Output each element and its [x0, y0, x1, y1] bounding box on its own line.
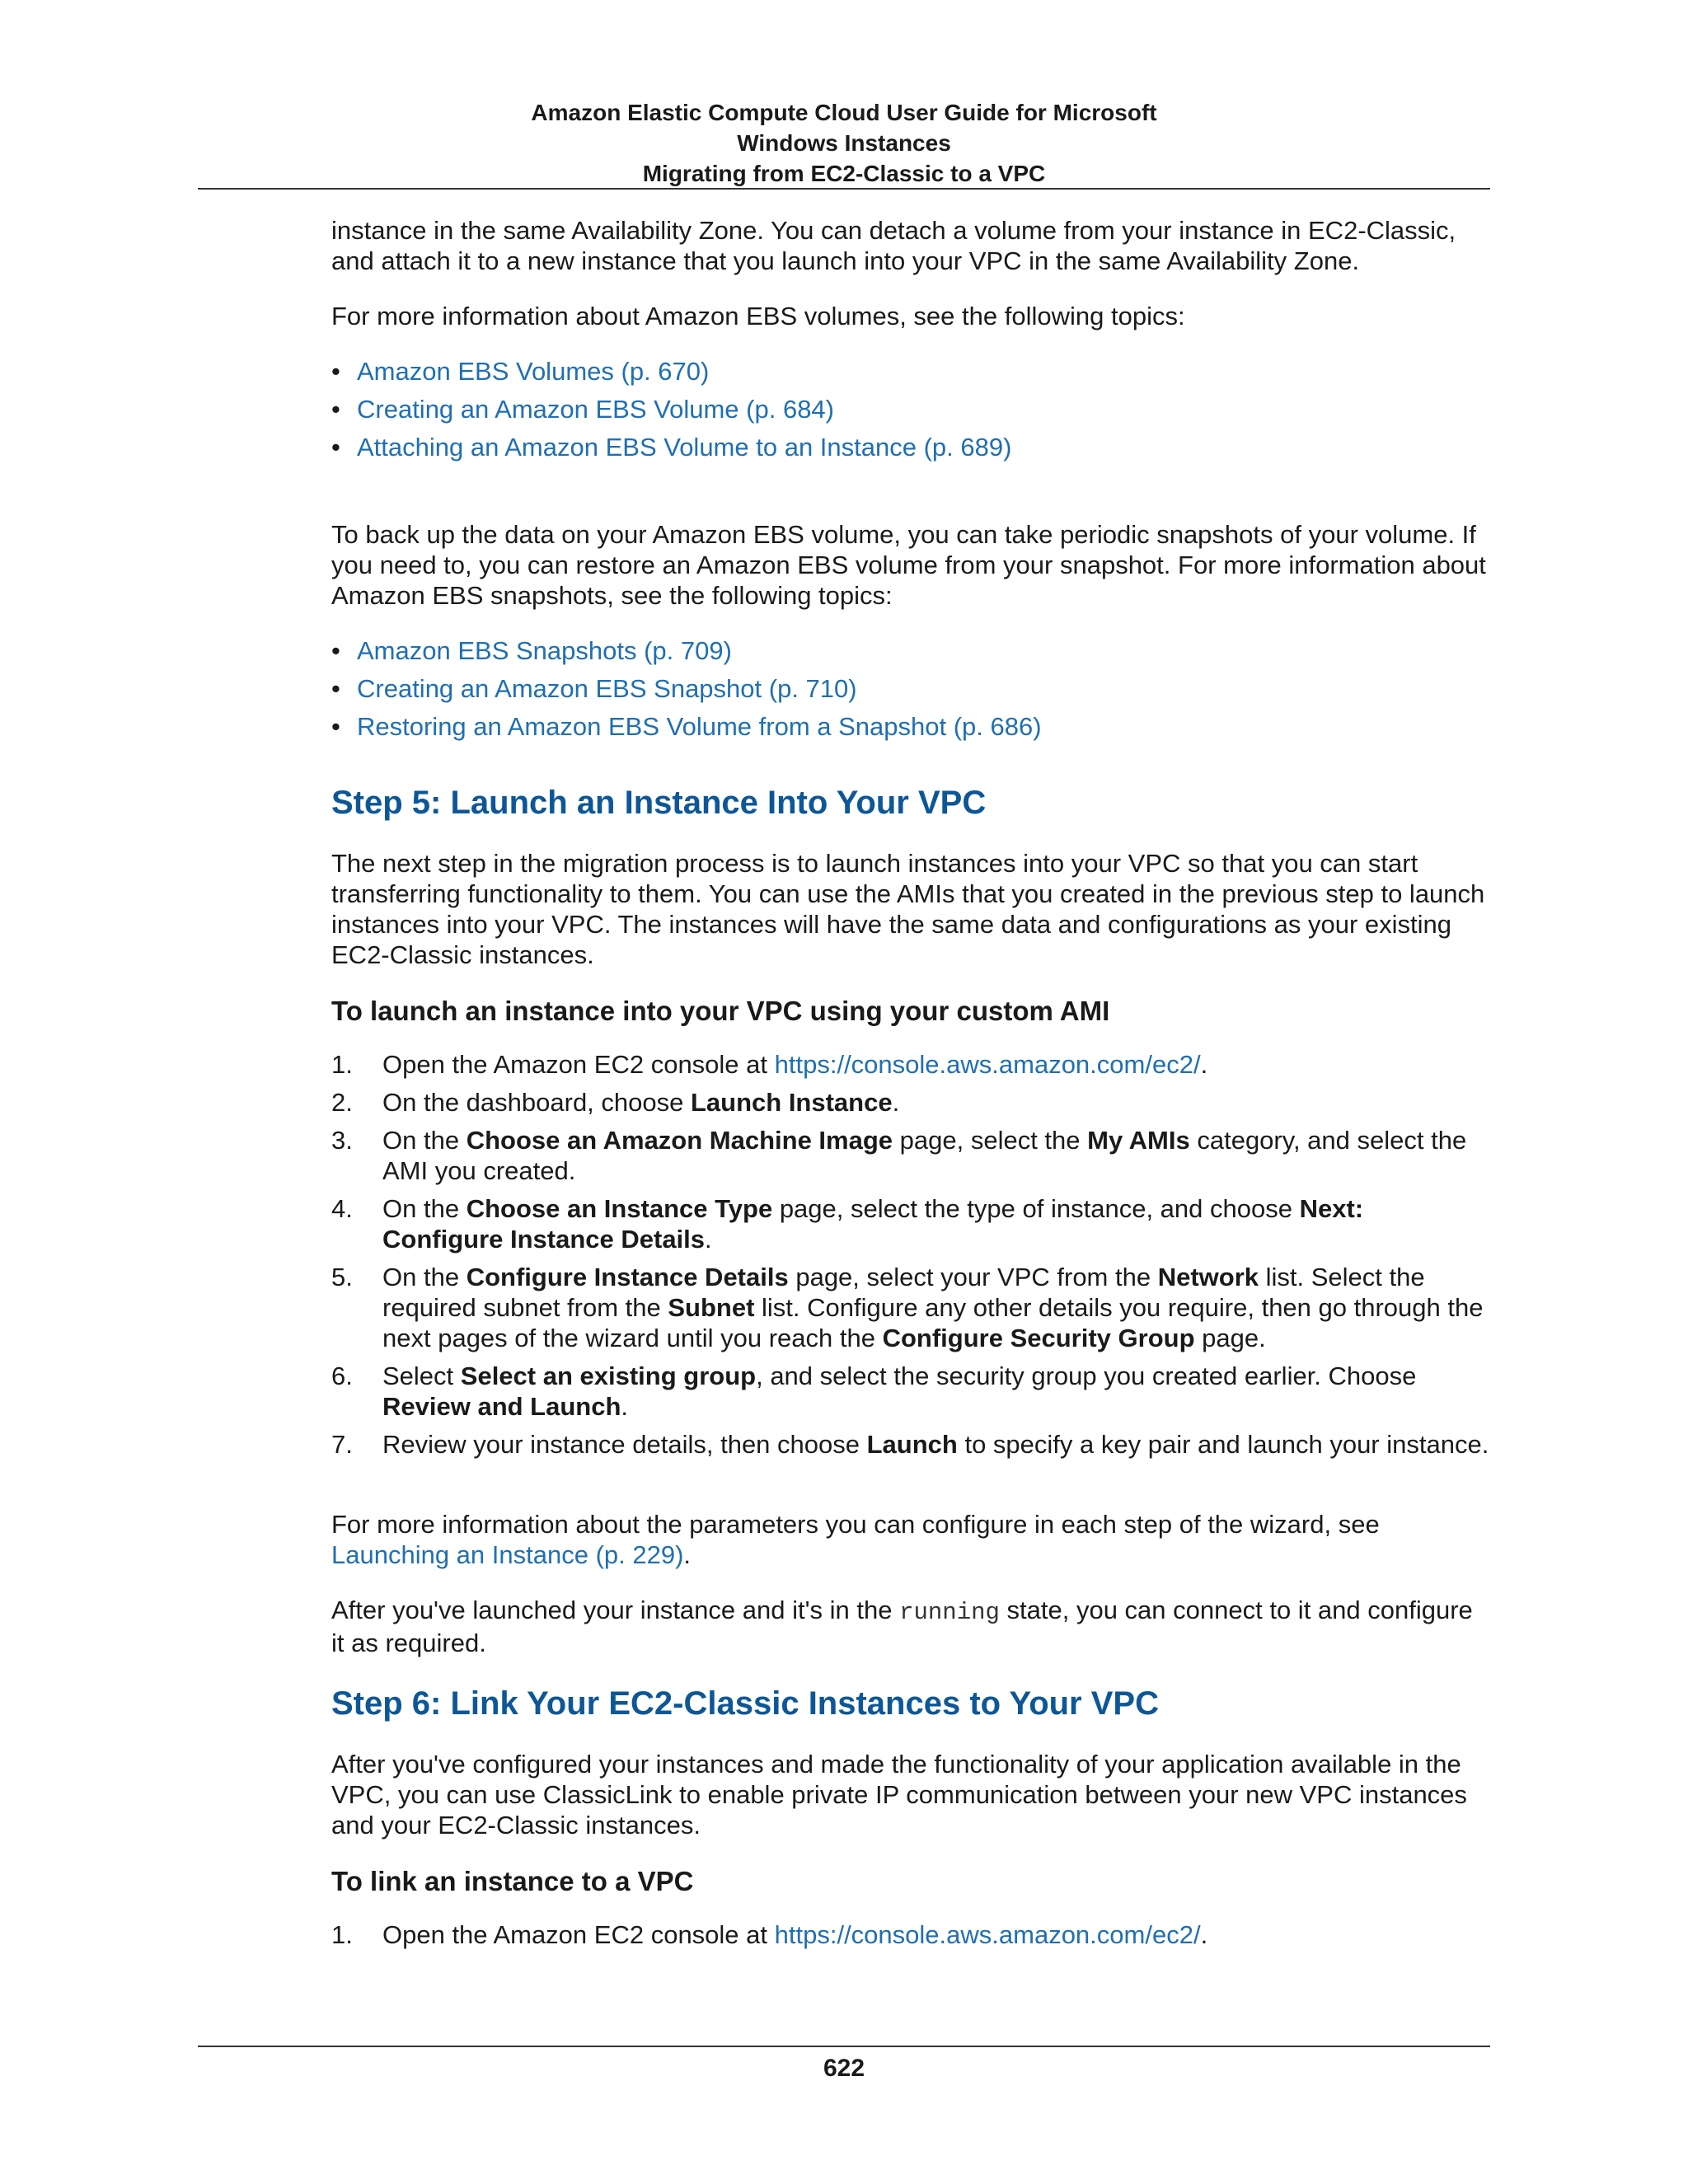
step-text: On the [382, 1263, 467, 1291]
header-line-1: Amazon Elastic Compute Cloud User Guide for Microsoft [531, 100, 1157, 125]
header-line-2: Windows Instances [737, 130, 951, 156]
list-item [331, 1193, 1490, 1254]
list-item [331, 394, 1490, 432]
bullet-icon: • [331, 674, 340, 703]
step-text: category, and select the AMI you created. [382, 1126, 1467, 1185]
step-number: 2. [331, 1088, 353, 1117]
snapshots-intro-paragraph: To back up the data on your Amazon EBS volume, you can take periodic snapshots of your volume. If you need to, you can restore an Amazon EBS volume from your snapshot. For more information about Amazon EBS snapshots, see the following topics: [331, 520, 1486, 610]
ui-term: Launch Instance [690, 1088, 893, 1117]
step-text: list. Configure any other details you require, then go through the next pages of the wizard until you reach the [382, 1293, 1484, 1352]
ui-term: My AMIs [1087, 1126, 1190, 1155]
after-launch-paragraph [331, 1595, 1490, 1658]
volumes-intro-paragraph: For more information about Amazon EBS volumes, see the following topics: [331, 302, 1185, 330]
paragraph-text: state, you can connect to it and configure it as required. [331, 1596, 1473, 1657]
ui-term: Next: Configure Instance Details [382, 1194, 1364, 1254]
bullet-icon: • [331, 357, 340, 386]
list-item [331, 1087, 1490, 1118]
launch-more-info-paragraph [331, 1509, 1490, 1570]
step5-paragraph: The next step in the migration process is to launch instances into your VPC so that you can start transferring functionality to them. You can use the AMIs that you created in the previous step to launch instances into your VPC. The instances will have the same data and configurations as your existing EC2-Classic instances. [331, 849, 1485, 969]
step-text: Open the Amazon EC2 console at [382, 1050, 775, 1079]
link-launching-an-instance[interactable]: Launching an Instance (p. 229) [331, 1540, 684, 1569]
page-number: 622 [823, 2055, 865, 2082]
step-text: page, select the [893, 1126, 1088, 1155]
step-text: . [1200, 1920, 1208, 1949]
bullet-icon: • [331, 395, 340, 424]
volume-topics-list [331, 356, 1490, 470]
step-text: Open the Amazon EC2 console at [382, 1920, 775, 1949]
list-item [331, 673, 1490, 711]
paragraph-text: For more information about the parameters you can configure in each step of the wizard, see [331, 1510, 1380, 1539]
link-ebs-volumes[interactable]: Amazon EBS Volumes (p. 670) [357, 357, 710, 386]
step-text: , and select the security group you created earlier. Choose [756, 1361, 1417, 1390]
header-divider [198, 188, 1490, 190]
step-number: 1. [331, 1920, 353, 1949]
bullet-icon: • [331, 712, 340, 741]
link-attaching-ebs-volume[interactable]: Attaching an Amazon EBS Volume to an Instance (p. 689) [357, 433, 1012, 462]
step6-procedure-title: To link an instance to a VPC [331, 1866, 694, 1896]
bullet-icon: • [331, 433, 340, 462]
ui-term: Choose an Instance Type [466, 1194, 773, 1223]
step-text: On the [382, 1126, 467, 1155]
step-text: page. [1194, 1324, 1266, 1352]
list-item [331, 635, 1490, 673]
step-number: 3. [331, 1126, 353, 1155]
footer-divider [198, 2046, 1490, 2047]
link-creating-ebs-volume[interactable]: Creating an Amazon EBS Volume (p. 684) [357, 395, 834, 424]
list-item [331, 1429, 1490, 1460]
step-text: list. Select the required subnet from the [382, 1263, 1425, 1322]
step-number: 6. [331, 1361, 353, 1390]
step-text: Review your instance details, then choose [382, 1430, 867, 1459]
paragraph-text: After you've launched your instance and it's in the [331, 1596, 900, 1624]
list-item [331, 711, 1490, 749]
step-text: to specify a key pair and launch your instance. [957, 1430, 1489, 1459]
step-text: page, select the type of instance, and choose [772, 1194, 1300, 1223]
page-content [331, 215, 1490, 1999]
link-creating-ebs-snapshot[interactable]: Creating an Amazon EBS Snapshot (p. 710) [357, 674, 857, 703]
ui-term: Launch [866, 1430, 958, 1459]
step-number: 7. [331, 1430, 353, 1459]
step-number: 5. [331, 1263, 353, 1291]
running-state-code: running [899, 1599, 1000, 1626]
ec2-console-link[interactable]: https://console.aws.amazon.com/ec2/ [774, 1920, 1201, 1949]
step6-heading: Step 6: Link Your EC2-Classic Instances to Your VPC [331, 1685, 1159, 1722]
step5-heading: Step 5: Launch an Instance Into Your VPC [331, 785, 987, 821]
step-number: 1. [331, 1050, 353, 1079]
bullet-icon: • [331, 636, 340, 665]
list-item [331, 1049, 1490, 1080]
step-text: page, select your VPC from the [788, 1263, 1158, 1291]
list-item [331, 432, 1490, 470]
list-item [331, 1361, 1490, 1422]
step6-paragraph: After you've configured your instances and made the functionality of your application available in the VPC, you can use ClassicLink to enable private IP communication between your new VPC instances and your EC2-Classic instances. [331, 1750, 1467, 1840]
running-header [198, 97, 1490, 189]
ec2-console-link[interactable]: https://console.aws.amazon.com/ec2/ [774, 1050, 1201, 1079]
ui-term: Select an existing group [460, 1361, 757, 1390]
step-text: . [621, 1392, 629, 1421]
link-restoring-ebs-volume[interactable]: Restoring an Amazon EBS Volume from a Snapshot (p. 686) [357, 712, 1042, 741]
snapshot-topics-list [331, 635, 1490, 749]
ui-term: Network [1157, 1263, 1259, 1291]
ui-term: Subnet [668, 1293, 755, 1322]
header-line-3: Migrating from EC2-Classic to a VPC [642, 161, 1046, 186]
paragraph-text: . [683, 1540, 692, 1569]
list-item [331, 1919, 1490, 1950]
ui-term: Configure Instance Details [466, 1263, 789, 1291]
ui-term: Configure Security Group [882, 1324, 1195, 1352]
link-ebs-snapshots[interactable]: Amazon EBS Snapshots (p. 709) [357, 636, 732, 665]
step5-procedure-title: To launch an instance into your VPC using your custom AMI [331, 996, 1110, 1026]
list-item [331, 1262, 1490, 1353]
step-text: . [705, 1225, 712, 1254]
step-text: . [892, 1088, 900, 1117]
step-text: On the dashboard, choose [382, 1088, 691, 1117]
step-text: On the [382, 1194, 467, 1223]
step-number: 4. [331, 1194, 353, 1223]
list-item [331, 356, 1490, 394]
ui-term: Review and Launch [382, 1392, 621, 1421]
intro-paragraph: instance in the same Availability Zone. You can detach a volume from your instance in EC2-Classic, and attach it to a new instance that you launch into your VPC in the same Availability Zone. [331, 216, 1456, 275]
list-item [331, 1125, 1490, 1186]
ui-term: Choose an Amazon Machine Image [466, 1126, 893, 1155]
link-steps-list [331, 1919, 1490, 1950]
step-text: Select [382, 1361, 461, 1390]
step-text: . [1200, 1050, 1208, 1079]
launch-steps-list [331, 1049, 1490, 1460]
